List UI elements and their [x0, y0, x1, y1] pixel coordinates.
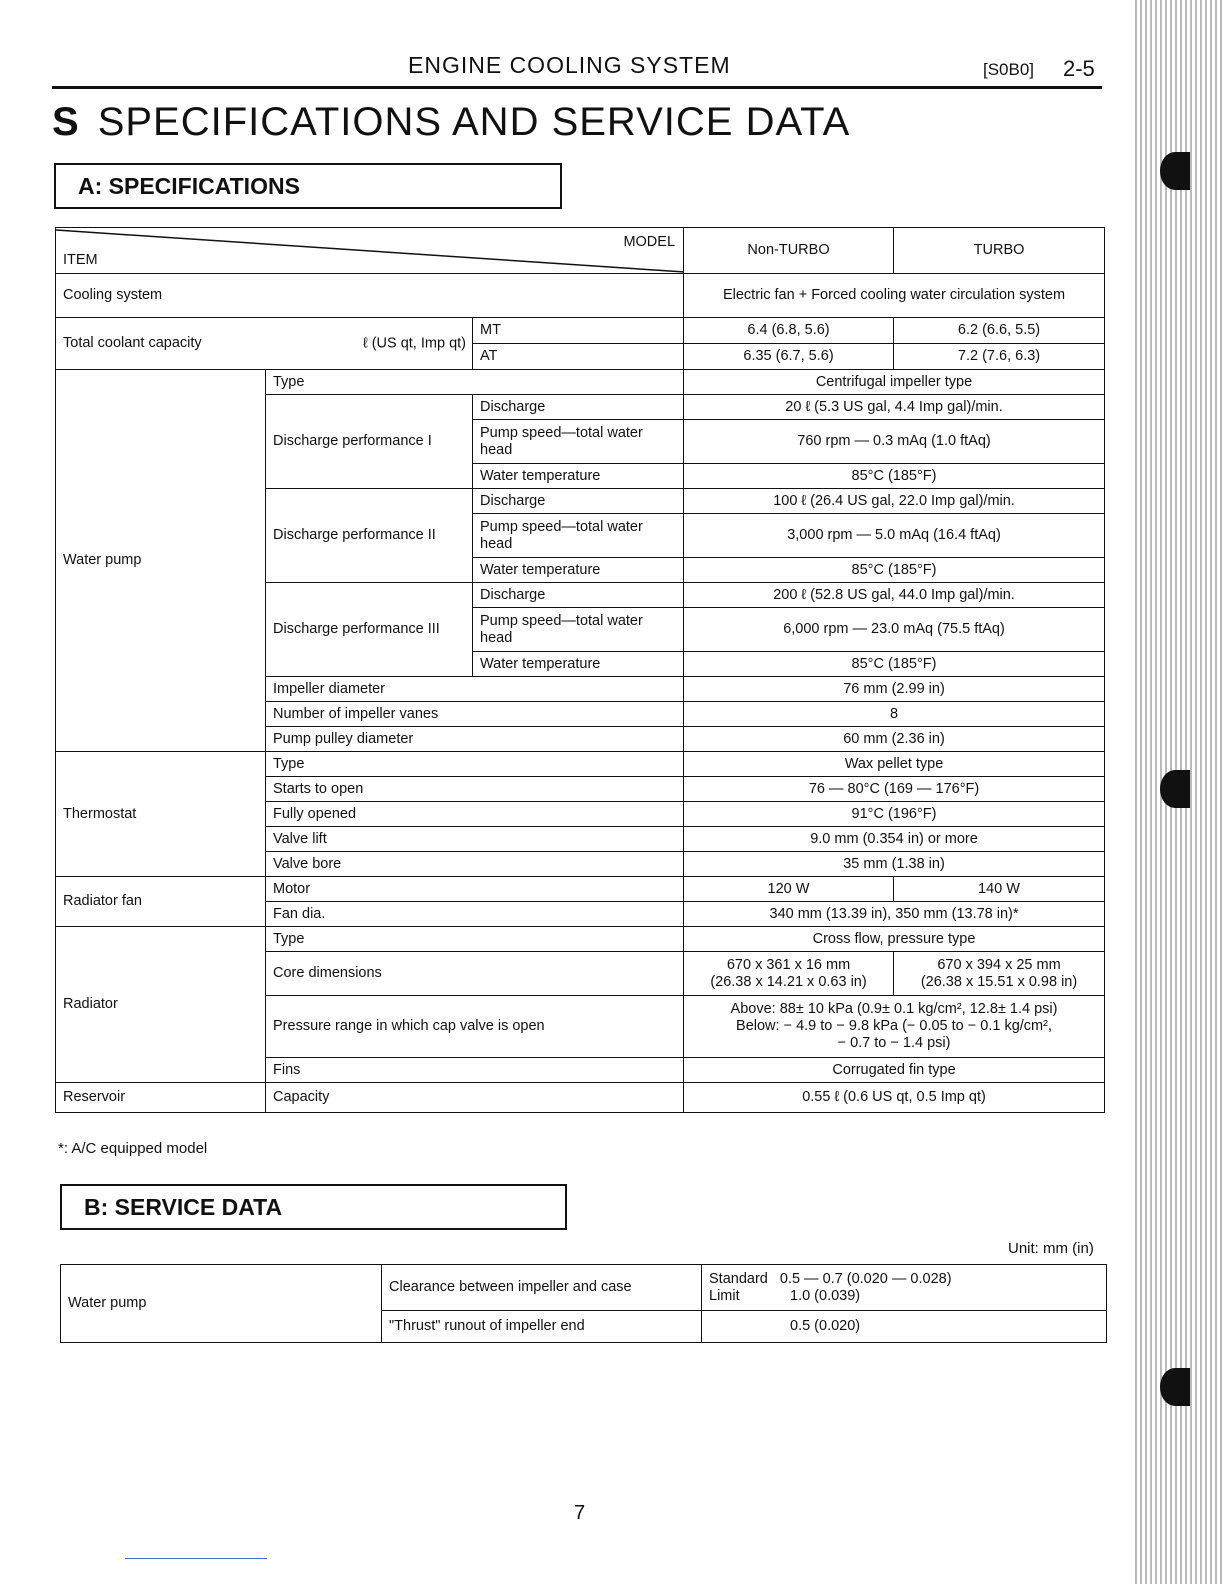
water-pump-label: Water pump: [56, 370, 266, 752]
section-a-heading: A: SPECIFICATIONS: [54, 163, 562, 209]
discharge-performance-1-label: Discharge performance I: [266, 395, 473, 489]
fully-opened-label: Fully opened: [266, 802, 684, 827]
section-letter: S: [52, 100, 80, 144]
core-turbo-inch: (26.38 x 15.51 x 0.98 in): [920, 973, 1078, 990]
core-turbo-metric: 670 x 394 x 25 mm: [937, 956, 1061, 973]
water-temperature-label: Water temperature: [473, 464, 684, 489]
fan-diameter-label: Fan dia.: [266, 902, 684, 927]
runout-label: "Thrust" runout of impeller end: [382, 1311, 702, 1343]
valve-lift-label: Valve lift: [266, 827, 684, 852]
page-number: 7: [574, 1502, 586, 1524]
starts-to-open-value: 76 — 80°C (169 — 176°F): [684, 777, 1105, 802]
impeller-diameter-value: 76 mm (2.99 in): [684, 677, 1105, 702]
perf2-speed-value: 3,000 rpm — 5.0 mAq (16.4 ftAq): [684, 514, 1105, 558]
discharge-label: Discharge: [473, 583, 684, 608]
fan-motor-non-turbo: 120 W: [684, 877, 894, 902]
section-code: [S0B0]: [983, 60, 1035, 79]
discharge-label: Discharge: [473, 489, 684, 514]
water-temperature-label: Water temperature: [473, 558, 684, 583]
limit-row: [709, 1288, 1099, 1305]
pressure-below-psi: − 0.7 to − 1.4 psi): [837, 1035, 951, 1051]
item-header: ITEM: [63, 252, 98, 268]
coolant-capacity-text: Total coolant capacity: [63, 335, 202, 351]
reservoir-capacity-label: Capacity: [266, 1083, 684, 1113]
perf1-speed-value: 760 rpm — 0.3 mAq (1.0 ftAq): [684, 420, 1105, 464]
turbo-header: TURBO: [894, 228, 1105, 274]
core-non-turbo-metric: 670 x 361 x 16 mm: [726, 956, 851, 973]
binder-ring: [1160, 770, 1190, 808]
valve-bore-label: Valve bore: [266, 852, 684, 877]
perf3-speed-value: 6,000 rpm — 23.0 mAq (75.5 ftAq): [684, 608, 1105, 652]
core-dimensions-non-turbo: [684, 952, 894, 996]
radiator-type-value: Cross flow, pressure type: [684, 927, 1105, 952]
fins-label: Fins: [266, 1058, 684, 1083]
perf2-discharge-value: 100 ℓ (26.4 US gal, 22.0 Imp gal)/min.: [684, 489, 1105, 514]
unit-note: Unit: mm (in): [1008, 1240, 1094, 1257]
fan-motor-label: Motor: [266, 877, 684, 902]
discharge-performance-2-label: Discharge performance II: [266, 489, 473, 583]
clearance-label: Clearance between impeller and case: [382, 1265, 702, 1311]
header-diagonal-line: [56, 228, 684, 274]
perf3-discharge-value: 200 ℓ (52.8 US gal, 44.0 Imp gal)/min.: [684, 583, 1105, 608]
specifications-table: [55, 227, 1105, 1113]
perf1-temp-value: 85°C (185°F): [684, 464, 1105, 489]
fins-value: Corrugated fin type: [684, 1058, 1105, 1083]
service-water-pump-label: Water pump: [61, 1265, 382, 1343]
coolant-at-non-turbo: 6.35 (6.7, 5.6): [684, 344, 894, 370]
core-non-turbo-inch: (26.38 x 14.21 x 0.63 in): [710, 973, 867, 990]
fan-motor-turbo: 140 W: [894, 877, 1105, 902]
service-data-table: [60, 1264, 1107, 1343]
binder-ring: [1160, 1368, 1190, 1406]
non-turbo-header: Non-TURBO: [684, 228, 894, 274]
impeller-vanes-label: Number of impeller vanes: [266, 702, 684, 727]
coolant-capacity-label: [56, 318, 473, 370]
pump-type-value: Centrifugal impeller type: [684, 370, 1105, 395]
pump-speed-label: Pump speed—total water head: [473, 608, 684, 652]
standard-value: 0.5 — 0.7 (0.020 — 0.028): [779, 1270, 952, 1287]
page-title: [52, 100, 850, 145]
valve-lift-value: 9.0 mm (0.354 in) or more: [684, 827, 1105, 852]
limit-value: 1.0 (0.039): [790, 1287, 861, 1304]
binder-ring: [1160, 152, 1190, 190]
perf2-temp-value: 85°C (185°F): [684, 558, 1105, 583]
thermostat-label: Thermostat: [56, 752, 266, 877]
radiator-fan-label: Radiator fan: [56, 877, 266, 927]
coolant-mt-non-turbo: 6.4 (6.8, 5.6): [684, 318, 894, 344]
running-header-title: ENGINE COOLING SYSTEM: [408, 52, 731, 78]
cooling-system-label: Cooling system: [56, 274, 684, 318]
radiator-label: Radiator: [56, 927, 266, 1083]
reservoir-label: Reservoir: [56, 1083, 266, 1113]
coolant-capacity-unit: ℓ (US qt, Imp qt): [363, 335, 466, 351]
cooling-system-value: Electric fan + Forced cooling water circulation system: [684, 274, 1105, 318]
perf3-temp-value: 85°C (185°F): [684, 652, 1105, 677]
table-header-item-model: [56, 228, 684, 274]
thermostat-type-label: Type: [266, 752, 684, 777]
header-rule: [52, 86, 1102, 89]
pulley-diameter-value: 60 mm (2.36 in): [684, 727, 1105, 752]
page-title-text: SPECIFICATIONS AND SERVICE DATA: [97, 100, 851, 144]
coolant-mt-turbo: 6.2 (6.6, 5.5): [894, 318, 1105, 344]
scan-mark: [125, 1558, 267, 1559]
model-header: MODEL: [623, 234, 676, 250]
impeller-vanes-value: 8: [684, 702, 1105, 727]
pulley-diameter-label: Pump pulley diameter: [266, 727, 684, 752]
coolant-at-turbo: 7.2 (7.6, 6.3): [894, 344, 1105, 370]
transmission-mt: MT: [473, 318, 684, 344]
pump-speed-label: Pump speed—total water head: [473, 420, 684, 464]
pressure-above: Above: 88± 10 kPa (0.9± 0.1 kg/cm², 12.8± 1.4 psi): [730, 1001, 1058, 1017]
transmission-at: AT: [473, 344, 684, 370]
perf1-discharge-value: 20 ℓ (5.3 US gal, 4.4 Imp gal)/min.: [684, 395, 1105, 420]
section-b-heading: B: SERVICE DATA: [60, 1184, 567, 1230]
discharge-performance-3-label: Discharge performance III: [266, 583, 473, 677]
limit-label: Limit: [709, 1287, 740, 1304]
fan-diameter-value: 340 mm (13.39 in), 350 mm (13.78 in)*: [684, 902, 1105, 927]
standard-label: Standard: [709, 1270, 768, 1287]
reservoir-capacity-value: 0.55 ℓ (0.6 US qt, 0.5 Imp qt): [684, 1083, 1105, 1113]
impeller-diameter-label: Impeller diameter: [266, 677, 684, 702]
discharge-label: Discharge: [473, 395, 684, 420]
standard-row: [709, 1271, 1099, 1288]
water-temperature-label: Water temperature: [473, 652, 684, 677]
page-reference: 2-5: [1063, 56, 1095, 81]
starts-to-open-label: Starts to open: [266, 777, 684, 802]
pump-type-label: Type: [266, 370, 684, 395]
footnote: *: A/C equipped model: [58, 1140, 208, 1157]
pressure-range-label: Pressure range in which cap valve is open: [266, 996, 684, 1058]
core-dimensions-label: Core dimensions: [266, 952, 684, 996]
pressure-range-value: [684, 996, 1105, 1058]
valve-bore-value: 35 mm (1.38 in): [684, 852, 1105, 877]
radiator-type-label: Type: [266, 927, 684, 952]
clearance-value: [702, 1265, 1107, 1311]
core-dimensions-turbo: [894, 952, 1105, 996]
runout-value: 0.5 (0.020): [702, 1311, 1107, 1343]
thermostat-type-value: Wax pellet type: [684, 752, 1105, 777]
pump-speed-label: Pump speed—total water head: [473, 514, 684, 558]
pressure-below: Below: − 4.9 to − 9.8 kPa (− 0.05 to − 0.1 kg/cm²,: [736, 1018, 1052, 1034]
fully-opened-value: 91°C (196°F): [684, 802, 1105, 827]
